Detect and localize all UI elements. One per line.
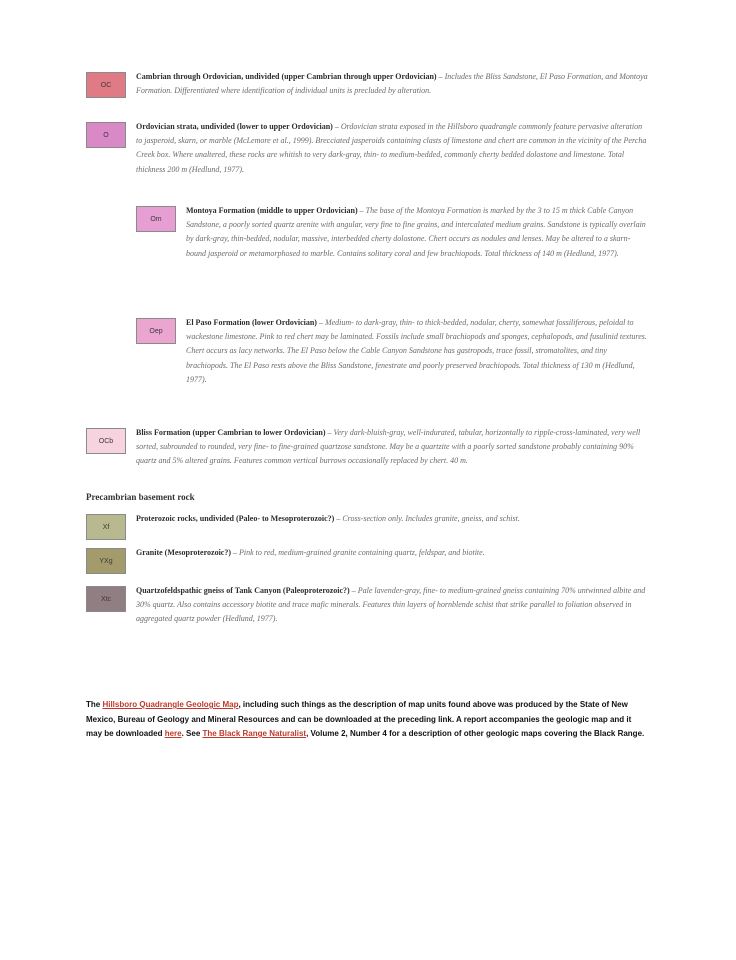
unit-text: Pink to red, medium-grained granite containing quartz, feldspar, and biotite. bbox=[239, 548, 485, 557]
unit-title: Montoya Formation (middle to upper Ordovician) bbox=[186, 206, 358, 215]
unit-title: Proterozoic rocks, undivided (Paleo- to Mesoproterozoic?) bbox=[136, 514, 335, 523]
unit-oep bbox=[136, 316, 648, 387]
unit-title: El Paso Formation (lower Ordovician) bbox=[186, 318, 317, 327]
unit-text: Ordovician strata exposed in the Hillsboro quadrangle commonly feature pervasive alteration to jasperoid, skarn, or marble (McLemore et al., 1999). Brecciated jasperoids containing clasts of limestone and chert are common in the vicinity of the Percha Creek box. Where unaltered, these rocks are whitish to very dark-gray, thin- to medium-bedded, commonly cherty bedded dolostone and limestone. Total thickness 200 m (Hedlund, 1977). bbox=[136, 122, 647, 174]
footer-text: . See bbox=[181, 729, 203, 738]
unit-swatch: Xtc bbox=[86, 586, 126, 612]
unit-text: Very dark-bluish-gray, well-indurated, tabular, horizontally to ripple-cross-laminated, very well sorted, subrounded to rounded, very fine- to fine-grained quartzose sandstone. May be a quartzite with a poorly sorted sandstone probably containing 90% quartz and 5% altered grains. Features common vertical burrows occasionally replaced by chert. 40 m. bbox=[136, 428, 641, 466]
unit-oc bbox=[86, 70, 648, 98]
unit-text: The base of the Montoya Formation is marked by the 3 to 15 m thick Cable Canyon Sandstone, a poorly sorted quartz arenite with angular, very fine to fine grains, and intercalated medium grains. Sandstone is typically overlain by dark-gray, thin-bedded, nodular, massive, interbedded cherty dolostone. Chert occurs as nodules and lenses. May be altered to a skarn-bound jasperoid or metamorphosed to marble. Contains solitary coral and few brachiopods. Total thickness of 140 m (Hedlund, 1977). bbox=[186, 206, 646, 258]
section-heading-precambrian: Precambrian basement rock bbox=[86, 492, 195, 502]
footer-text: , including such things as the description of map units found above was produced by the State of New Mexico, Bureau of Geology and Mineral Resources and can be downloaded at the preceding link. A report accompanies the geologic map and it may be downloaded bbox=[86, 700, 632, 738]
unit-o bbox=[86, 120, 648, 177]
report-download-link[interactable]: here bbox=[164, 729, 182, 738]
unit-title: Granite (Mesoproterozoic?) bbox=[136, 548, 232, 557]
unit-ocb bbox=[86, 426, 648, 469]
unit-description: Ordovician strata, undivided (lower to upper Ordovician) – Ordovician strata exposed in the Hillsboro quadrangle commonly feature pervasive alteration to jasperoid, skarn, or marble (McLemore et al., 1999). Brecciated jasperoids containing clasts of limestone and chert are common in the vicinity of the Percha Creek box. Where unaltered, these rocks are whitish to very dark-gray, thin- to medium-bedded, commonly cherty bedded dolostone and limestone. Total thickness 200 m (Hedlund, 1977). bbox=[136, 122, 647, 174]
unit-title: Quartzofeldspathic gneiss of Tank Canyon (Paleoproterozoic?) bbox=[136, 586, 350, 595]
unit-description: Proterozoic rocks, undivided (Paleo- to Mesoproterozoic?) – Cross-section only. Includes granite, gneiss, and schist. bbox=[136, 514, 520, 523]
unit-swatch: O bbox=[86, 122, 126, 148]
footer-text: The bbox=[86, 700, 103, 709]
unit-swatch: OC bbox=[86, 72, 126, 98]
unit-title: Ordovician strata, undivided (lower to upper Ordovician) bbox=[136, 122, 333, 131]
unit-text: Pale lavender-gray, fine- to medium-grained gneiss containing 70% untwinned albite and 30% quartz. Also contains accessory biotite and trace mafic minerals. Features thin layers of hornblende schist that strike parallel to foliation observed in aggregated quartz powder (Hedlund, 1977). bbox=[136, 586, 646, 624]
unit-title: Cambrian through Ordovician, undivided (upper Cambrian through upper Ordovician) bbox=[136, 72, 437, 81]
unit-text: Includes the Bliss Sandstone, El Paso Formation, and Montoya Formation. Differentiated where identification of individual units is precluded by alteration. bbox=[136, 72, 648, 96]
unit-description: Montoya Formation (middle to upper Ordovician) – The base of the Montoya Formation is marked by the 3 to 15 m thick Cable Canyon Sandstone, a poorly sorted quartz arenite with angular, very fine to fine grains, and intercalated medium grains. Sandstone is typically overlain by dark-gray, thin-bedded, nodular, massive, interbedded cherty dolostone. Chert occurs as nodules and lenses. May be altered to a skarn-bound jasperoid or metamorphosed to marble. Contains solitary coral and few brachiopods. Total thickness of 140 m (Hedlund, 1977). bbox=[186, 206, 646, 258]
unit-text: Cross-section only. Includes granite, gneiss, and schist. bbox=[342, 514, 520, 523]
unit-swatch: OCb bbox=[86, 428, 126, 454]
unit-description: Bliss Formation (upper Cambrian to lower Ordovician) – Very dark-bluish-gray, well-indurated, tabular, horizontally to ripple-cross-laminated, very well sorted, subrounded to rounded, very fine- to fine-grained quartzose sandstone. May be a quartzite with a poorly sorted sandstone probably containing 90% quartz and 5% altered grains. Features common vertical burrows occasionally replaced by chert. 40 m. bbox=[136, 428, 641, 466]
unit-swatch: YXg bbox=[86, 548, 126, 574]
naturalist-link[interactable]: The Black Range Naturalist bbox=[202, 729, 307, 738]
unit-swatch: Om bbox=[136, 206, 176, 232]
hillsboro-map-link[interactable]: Hillsboro Quadrangle Geologic Map bbox=[102, 700, 239, 709]
unit-swatch: Xf bbox=[86, 514, 126, 540]
unit-description: El Paso Formation (lower Ordovician) – Medium- to dark-gray, thin- to thick-bedded, nodular, cherty, somewhat fossiliferous, peloidal to wackestone limestone. Pink to red chert may be laminated. Fossils include small brachiopods and sponges, cephalopods, and fusulinid textures. Chert occurs as lacy networks. The El Paso below the Cable Canyon Sandstone has gastropods, trace fossil, stromatolites, and tiny brachiopods. The El Paso rests above the Bliss Sandstone, fenestrate and poorly preserved brachiopods. Total thickness of 130 m (Hedlund, 1977). bbox=[186, 318, 647, 384]
footer-paragraph bbox=[86, 698, 646, 742]
unit-xtc bbox=[86, 584, 648, 627]
footer-text: , Volume 2, Number 4 for a description of other geologic maps covering the Black Range. bbox=[306, 729, 645, 738]
unit-title: Bliss Formation (upper Cambrian to lower Ordovician) bbox=[136, 428, 326, 437]
unit-xf bbox=[86, 512, 648, 540]
unit-om bbox=[136, 204, 648, 261]
unit-yxg bbox=[86, 546, 648, 574]
unit-swatch: Oep bbox=[136, 318, 176, 344]
unit-text: Medium- to dark-gray, thin- to thick-bedded, nodular, cherty, somewhat fossiliferous, peloidal to wackestone limestone. Pink to red chert may be laminated. Fossils include small brachiopods and sponges, cephalopods, and fusulinid textures. Chert occurs as lacy networks. The El Paso below the Cable Canyon Sandstone has gastropods, trace fossil, stromatolites, and tiny brachiopods. The El Paso rests above the Bliss Sandstone, fenestrate and poorly preserved brachiopods. Total thickness of 130 m (Hedlund, 1977). bbox=[186, 318, 647, 384]
unit-description: Cambrian through Ordovician, undivided (upper Cambrian through upper Ordovician) – Includes the Bliss Sandstone, El Paso Formation, and Montoya Formation. Differentiated where identification of individual units is precluded by alteration. bbox=[136, 72, 648, 96]
unit-description: Quartzofeldspathic gneiss of Tank Canyon (Paleoproterozoic?) – Pale lavender-gray, fine- to medium-grained gneiss containing 70% untwinned albite and 30% quartz. Also contains accessory biotite and trace mafic minerals. Features thin layers of hornblende schist that strike parallel to foliation observed in aggregated quartz powder (Hedlund, 1977). bbox=[136, 586, 646, 624]
unit-description: Granite (Mesoproterozoic?) – Pink to red, medium-grained granite containing quartz, feldspar, and biotite. bbox=[136, 548, 485, 557]
